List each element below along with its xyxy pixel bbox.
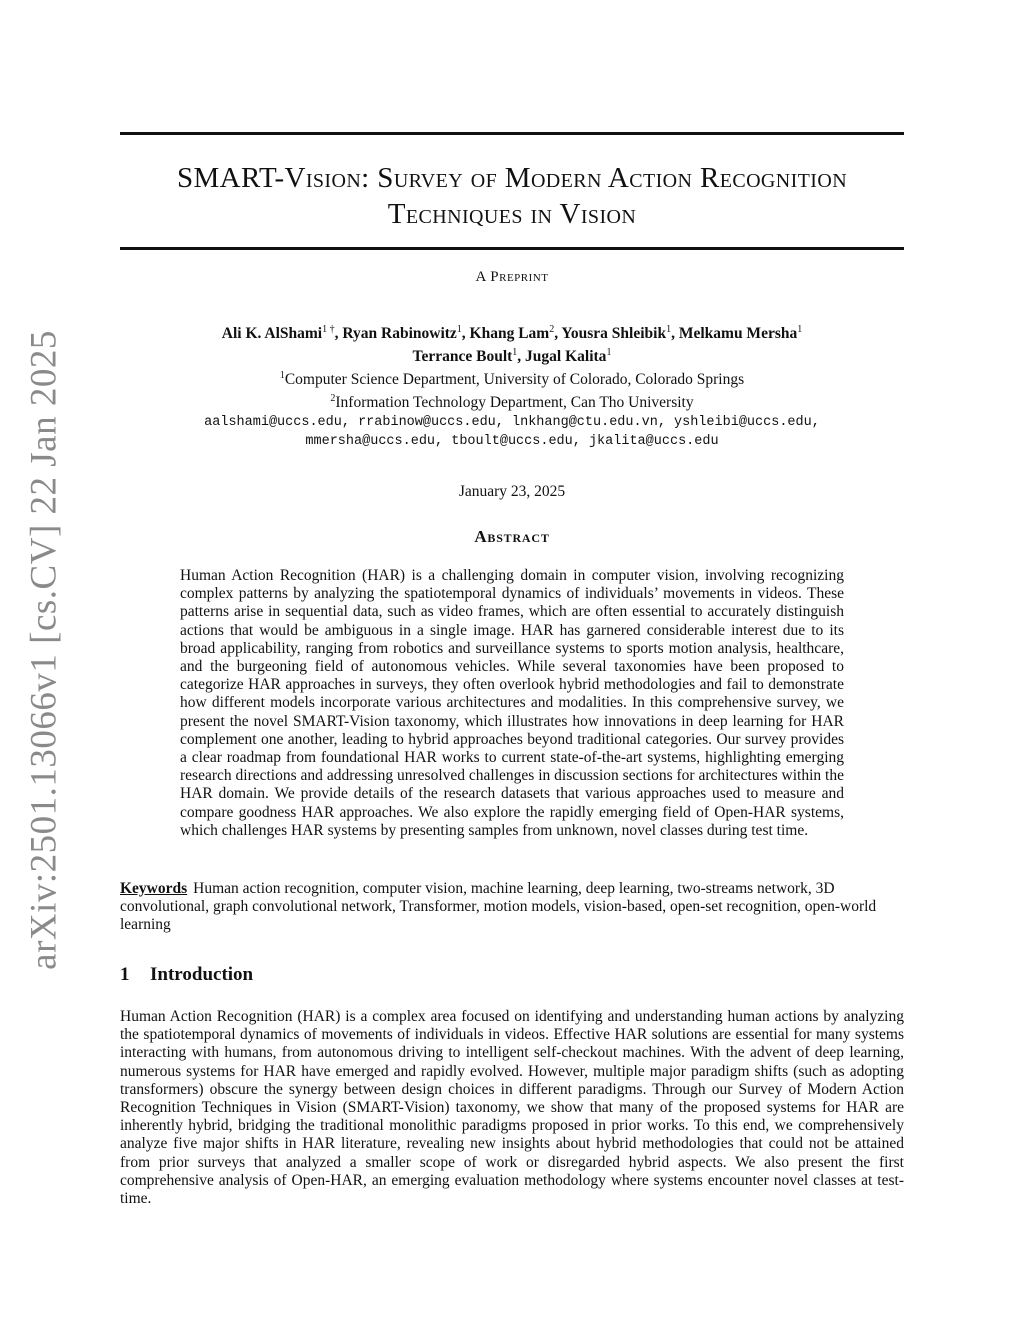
author-name: Jugal Kalita bbox=[525, 348, 607, 366]
author-emails-line-1[interactable]: aalshami@uccs.edu, rrabinow@uccs.edu, lnkhang@ctu.edu.vn, yshleibi@uccs.edu, bbox=[204, 414, 820, 430]
author-line-2: Terrance Boult$^1$, Jugal Kalita$^1$ bbox=[412, 347, 612, 366]
author-name: Ali K. AlShami bbox=[221, 325, 323, 343]
author-name: Terrance Boult bbox=[412, 348, 513, 366]
section-title: Introduction bbox=[150, 964, 254, 985]
publication-date: January 23, 2025 bbox=[458, 483, 566, 500]
section-heading-introduction bbox=[120, 964, 904, 986]
author-affiliation-mark: 1 bbox=[666, 324, 672, 335]
author-line-1: Ali K. AlShami$^{1 \dagger}$, Ryan Rabinowitz$^1$, Khang Lam$^2$, Yousra Shleibik$^1$, Melkamu Mersha$^1$ bbox=[221, 324, 803, 343]
introduction-body: Human Action Recognition (HAR) is a complex area focused on identifying and understanding human actions by analyzing the spatiotemporal dynamics of movements of individuals in videos. Effective HAR solutions are essential for many systems interacting with humans, from autonomous driving to intelligent self-checkout machines. With the advent of deep learning, numerous systems for HAR have emerged and rapidly evolved. However, multiple major paradigm shifts (such as adopting transformers) obscure the synergy between design choices in different paradigms. Through our Survey of Modern Action Recognition Techniques in Vision (SMART-Vision) taxonomy, we show that many of the proposed systems for HAR are inherently hybrid, bridging the traditional monolithic paradigms proposed in prior works. To this end, we comprehensively analyze five major shifts in HAR literature, revealing new insights about hybrid methodologies that could not be attained from prior surveys that analyzed a smaller scope of work or disregarded hybrid aspects. We also present the first comprehensive analysis of Open-HAR, an emerging evaluation methodology where systems encounter novel classes at test-time. bbox=[120, 1008, 904, 1208]
author-affiliation-mark: 1 bbox=[606, 347, 612, 359]
author-affiliation-mark: 2 bbox=[549, 324, 555, 335]
arxiv-identifier-stamp: arXiv:2501.13066v1 [cs.CV] 22 Jan 2025 bbox=[23, 330, 65, 970]
affiliation-2 bbox=[120, 389, 904, 412]
author-affiliation-mark: 1 bbox=[512, 347, 518, 359]
author-affiliation-mark: 1 † bbox=[322, 324, 335, 335]
author-name: Ryan Rabinowitz bbox=[342, 325, 457, 343]
author-affiliation-mark: 1 bbox=[456, 324, 462, 335]
abstract-heading: Abstract bbox=[474, 527, 550, 546]
affiliation-text: Information Technology Department, Can Tho University bbox=[335, 394, 694, 412]
preprint-label: A Preprint bbox=[475, 269, 549, 285]
affiliation-text: Computer Science Department, University of Colorado, Colorado Springs bbox=[284, 371, 745, 389]
author-name: Melkamu Mersha bbox=[678, 325, 798, 343]
author-affiliation-mark: 1 bbox=[797, 324, 803, 335]
affiliation-mark: 1 bbox=[279, 370, 285, 382]
keywords-text: Human action recognition, computer vision, machine learning, deep learning, two-streams network, 3D convolutional, graph convolutional network, Transformer, motion models, vision-based, open-set recognition, open-world learning bbox=[120, 880, 877, 934]
title-rule-top bbox=[120, 132, 904, 135]
affiliation-1 bbox=[120, 366, 904, 389]
paper-title-line-2: Techniques in Vision bbox=[387, 198, 637, 230]
affiliation-mark: 2 bbox=[330, 393, 336, 405]
paper-title bbox=[120, 160, 904, 232]
abstract-body: Human Action Recognition (HAR) is a challenging domain in computer vision, involving recognizing complex patterns by analyzing the spatiotemporal dynamics of individuals’ movements in videos. These patterns arise in sequential data, such as video frames, which are often essential to accurately distinguish actions that would be ambiguous in a single image. HAR has garnered considerable interest due to its broad applicability, ranging from robotics and surveillance systems to sports motion analysis, healthcare, and the burgeoning field of autonomous vehicles. While several taxonomies have been proposed to categorize HAR approaches in surveys, they often overlook hybrid methodologies and fail to demonstrate how different models incorporate various architectures and modalities. In this comprehensive survey, we present the novel SMART-Vision taxonomy, which illustrates how innovations in deep learning for HAR complement one another, leading to hybrid approaches beyond traditional categories. Our survey provides a clear roadmap from foundational HAR works to current state-of-the-art systems, highlighting emerging research directions and addressing unresolved challenges in discussion sections for architectures within the HAR domain. We provide details of the research datasets that various approaches used to measure and compare goodness HAR approaches. We also explore the rapidly emerging field of Open-HAR systems, which challenges HAR systems by presenting samples from unknown, novel classes during test time. bbox=[180, 567, 844, 839]
author-block bbox=[120, 320, 904, 451]
title-rule-bottom bbox=[120, 247, 904, 250]
section-number: 1 bbox=[120, 964, 130, 985]
author-emails-line-2[interactable]: mmersha@uccs.edu, tboult@uccs.edu, jkalita@uccs.edu bbox=[305, 433, 719, 449]
paper-title-line-1: SMART-Vision: Survey of Modern Action Recognition bbox=[176, 162, 848, 194]
author-name: Khang Lam bbox=[469, 325, 550, 343]
author-name: Yousra Shleibik bbox=[561, 325, 667, 343]
keywords-label: Keywords bbox=[120, 880, 188, 897]
keywords-block bbox=[120, 880, 904, 935]
